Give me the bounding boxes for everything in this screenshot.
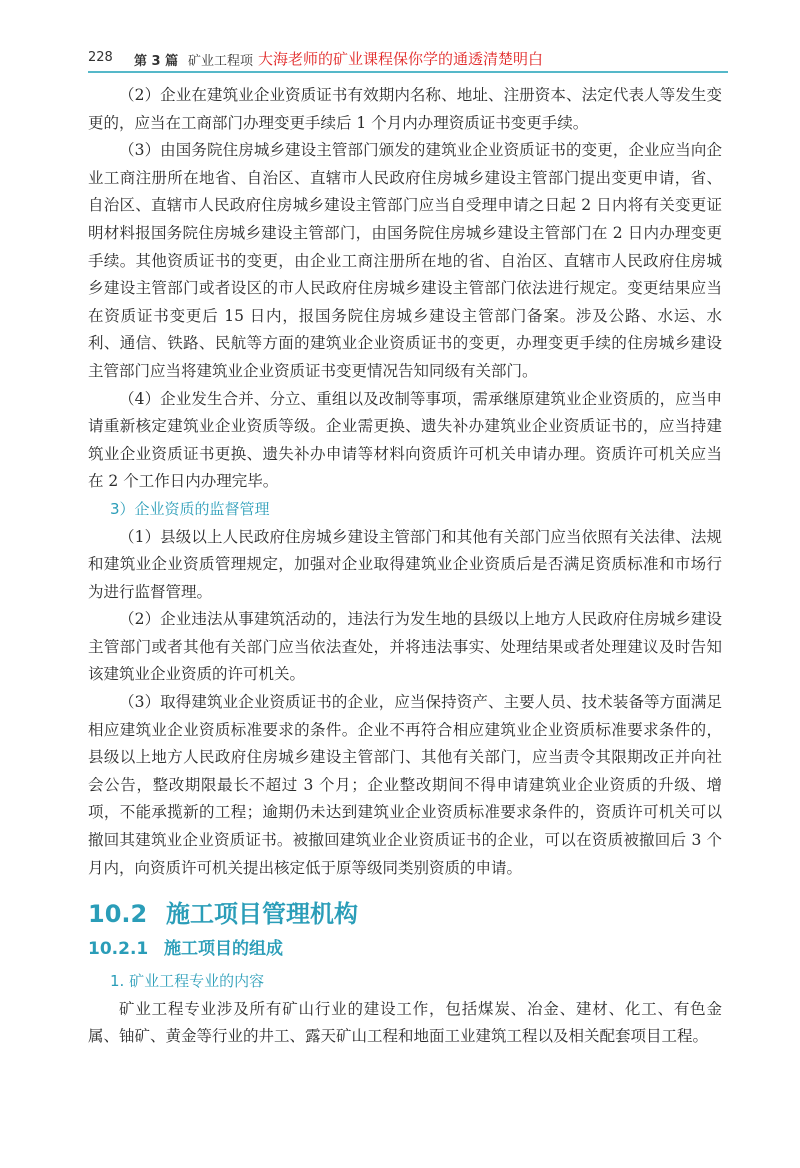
- page-header: [88, 48, 728, 70]
- section-number: 10.2: [88, 900, 148, 928]
- subsection-title: 施工项目的组成: [164, 939, 283, 959]
- paragraph: （1）县级以上人民政府住房城乡建设主管部门和其他有关部门应当依照有关法律、法规和建筑业企业资质管理规定，加强对企业取得建筑业企业资质后是否满足资质标准和市场行为进行监督管理。: [88, 527, 722, 601]
- paragraph: （2）企业在建筑业企业资质证书有效期内名称、地址、注册资本、法定代表人等发生变更的，应当在工商部门办理变更手续后 1 个月内办理资质证书变更手续。: [88, 86, 722, 132]
- subsection-number: 10.2.1: [88, 939, 149, 959]
- page-number: 228: [88, 50, 113, 65]
- paragraph: （3）由国务院住房城乡建设主管部门颁发的建筑业企业资质证书的变更，企业应当向企业工商注册所在地省、自治区、直辖市人民政府住房城乡建设主管部门提出变更申请，省、自治区、直辖市人民政府住房城乡建设主管部门应当自受理申请之日起 2 日内将有关变更证明材料报国务院住房城乡建设主管部门，由国务院住房城乡建设主管部门在 2 日内办理变更手续。其他资质证书的变更，由企业工商注册所在地的省、自治区、直辖市人民政府住房城乡建设主管部门或者设区的市人民政府住房城乡建设主管部门依法进行规定。变更结果应当在资质证书变更后 15 日内，报国务院住房城乡建设主管部门备案。涉及公路、水运、水利、通信、铁路、民航等方面的建筑业企业资质证书的变更，办理变更手续的住房城乡建设主管部门应当将建筑业企业资质证书变更情况告知同级有关部门。: [88, 141, 722, 380]
- section-title: 施工项目管理机构: [166, 900, 358, 928]
- body-text-bottom: [88, 968, 722, 1051]
- section-heading: [88, 894, 358, 929]
- watermark-text: 大海老师的矿业课程保你学的通透清楚明白: [258, 50, 544, 68]
- part-label: 第 3 篇: [134, 54, 179, 69]
- body-text-top: [88, 82, 722, 882]
- chapter-label: 矿业工程项: [188, 54, 254, 69]
- paragraph: 矿业工程专业涉及所有矿山行业的建设工作，包括煤炭、冶金、建材、化工、有色金属、铀矿、黄金等行业的井工、露天矿山工程和地面工业建筑工程以及相关配套项目工程。: [88, 999, 722, 1046]
- subheading-mining-content: 1. 矿业工程专业的内容: [110, 972, 265, 990]
- paragraph: （4）企业发生合并、分立、重组以及改制等事项，需承继原建筑业企业资质的，应当申请重新核定建筑业企业资质等级。企业需更换、遗失补办建筑业企业资质证书的，应当持建筑业企业资质证书更换、遗失补办申请等材料向资质许可机关申请办理。资质许可机关应当在 2 个工作日内办理完毕。: [88, 389, 722, 491]
- paragraph: （2）企业违法从事建筑活动的，违法行为发生地的县级以上地方人民政府住房城乡建设主管部门或者其他有关部门应当依法查处，并将违法事实、处理结果或者处理建议及时告知该建筑业企业资质的许可机关。: [88, 610, 722, 684]
- subheading-supervision: 3）企业资质的监督管理: [110, 499, 270, 518]
- header-rule: [88, 71, 728, 73]
- paragraph: （3）取得建筑业企业资质证书的企业，应当保持资产、主要人员、技术装备等方面满足相应建筑业企业资质标准要求的条件。企业不再符合相应建筑业企业资质标准要求条件的，县级以上地方人民政府住房城乡建设主管部门、其他有关部门，应当责令其限期改正并向社会公告，整改期限最长不超过 3 个月；企业整改期间不得申请建筑业企业资质的升级、增项，不能承揽新的工程；逾期仍未达到建筑业企业资质标准要求条件的，资质许可机关可以撤回其建筑业企业资质证书。被撤回建筑业企业资质证书的企业，可以在资质被撤回后 3 个月内，向资质许可机关提出核定低于原等级同类别资质的申请。: [88, 693, 722, 877]
- subsection-heading: [88, 934, 283, 959]
